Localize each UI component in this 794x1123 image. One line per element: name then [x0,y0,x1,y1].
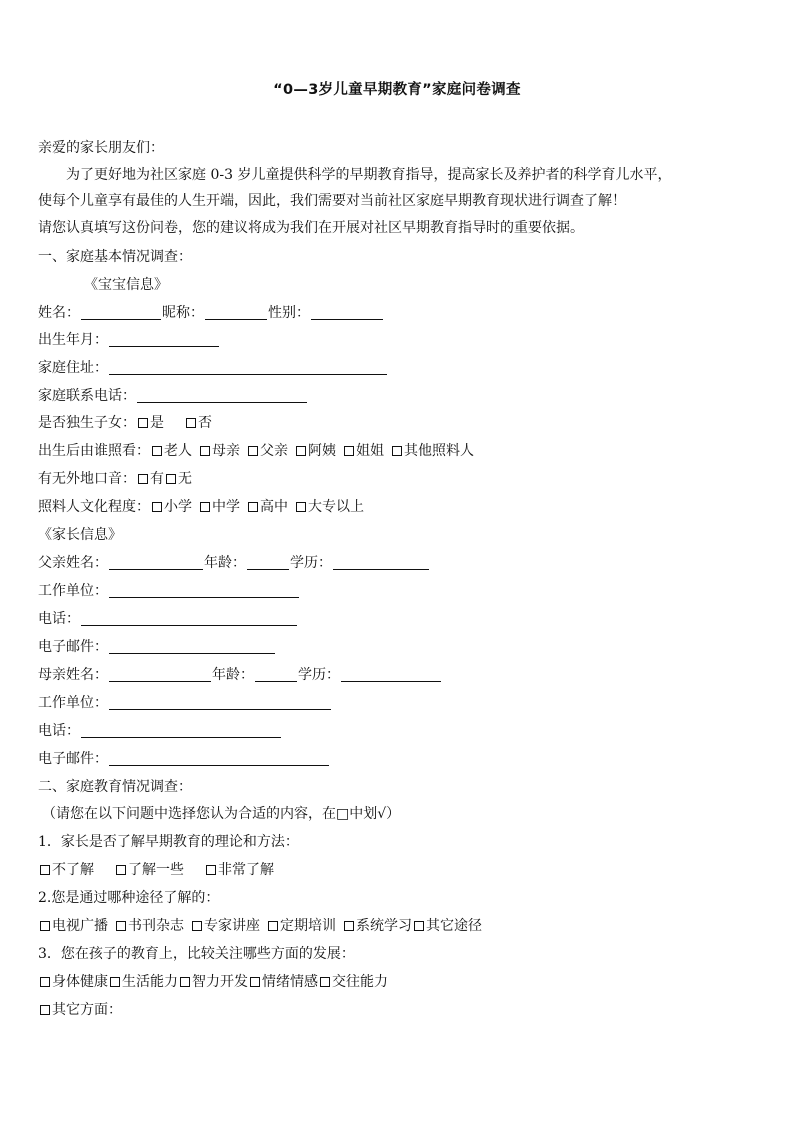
father-phone-row [38,610,298,628]
checkbox-q2-lecture[interactable] [192,921,202,931]
option-accent-no: 无 [178,471,192,487]
checkbox-elder[interactable] [152,446,162,456]
baby-name-field[interactable] [81,305,161,320]
only-child-label: 是否独生子女： [38,415,136,431]
birth-row [38,331,220,349]
father-name-label: 父亲姓名： [38,555,108,571]
checkbox-q2-books[interactable] [116,921,126,931]
option-q2-other: 其它途径 [426,918,482,934]
checkbox-primary[interactable] [152,502,162,512]
option-q1-some: 了解一些 [128,862,184,878]
mother-degree-field[interactable] [341,667,441,682]
checkbox-q2-study[interactable] [344,921,354,931]
family-phone-row [38,387,308,405]
father-email-label: 电子邮件： [38,639,108,655]
checkbox-college[interactable] [296,502,306,512]
address-field[interactable] [109,360,387,375]
mother-name-row [38,666,442,684]
mother-degree-label: 学历： [298,667,340,683]
checkbox-father[interactable] [248,446,258,456]
checkbox-q2-other[interactable] [414,921,424,931]
option-q3-other: 其它方面： [52,1002,122,1018]
option-sister: 姐姐 [356,443,384,459]
option-mother: 母亲 [212,443,240,459]
mother-email-field[interactable] [109,751,329,766]
father-work-field[interactable] [109,583,299,598]
section-1-heading: 一、家庭基本情况调查： [38,249,192,265]
father-email-row [38,638,276,656]
caregiver-education-row [38,498,370,516]
father-name-row [38,554,430,572]
checkbox-q3-intelligence[interactable] [180,977,190,987]
mother-phone-row [38,722,282,740]
option-other-caregiver: 其他照料人 [404,443,474,459]
mother-age-field[interactable] [255,667,297,682]
checkbox-q1-some[interactable] [116,865,126,875]
birth-field[interactable] [109,332,219,347]
question-3-options [38,973,388,991]
checkbox-q1-none[interactable] [40,865,50,875]
checkbox-high[interactable] [248,502,258,512]
checkbox-q3-social[interactable] [320,977,330,987]
father-degree-label: 学历： [290,555,332,571]
father-age-field[interactable] [247,555,289,570]
option-father: 父亲 [260,443,288,459]
checkbox-q2-tv[interactable] [40,921,50,931]
instruction: （请您在以下问题中选择您认为合适的内容，在□中划√） [42,806,401,822]
mother-age-label: 年龄： [212,667,254,683]
accent-label: 有无外地口音： [38,471,136,487]
option-q2-books: 书刊杂志 [128,918,184,934]
caregiver-education-label: 照料人文化程度： [38,499,150,515]
option-no: 否 [198,415,212,431]
checkbox-mother[interactable] [200,446,210,456]
father-age-label: 年龄： [204,555,246,571]
checkbox-no[interactable] [186,418,196,428]
intro-line-1: 为了更好地为社区家庭 0-3 岁儿童提供科学的早期教育指导，提高家长及养护者的科学育儿水平， [66,167,672,183]
baby-nickname-field[interactable] [205,305,267,320]
option-primary: 小学 [164,499,192,515]
question-2: 2.您是通过哪种途径了解的： [38,890,220,906]
option-q3-health: 身体健康 [52,974,108,990]
mother-phone-label: 电话： [38,723,80,739]
mother-work-field[interactable] [109,695,331,710]
checkbox-middle[interactable] [200,502,210,512]
baby-name-label: 姓名： [38,305,80,321]
father-work-row [38,582,300,600]
option-q2-study: 系统学习 [356,918,412,934]
mother-email-label: 电子邮件： [38,751,108,767]
address-row [38,359,388,377]
caregiver-row [38,442,480,460]
intro-line-2: 使每个儿童享有最佳的人生开端，因此，我们需要对当前社区家庭早期教育现状进行调查了解！ [38,193,626,209]
mother-work-row [38,694,332,712]
option-college: 大专以上 [308,499,364,515]
option-q3-life-skills: 生活能力 [122,974,178,990]
mother-name-label: 母亲姓名： [38,667,108,683]
option-q1-none: 不了解 [52,862,94,878]
question-2-options [38,917,482,935]
father-phone-field[interactable] [81,611,297,626]
question-3-other-row [38,1001,122,1019]
family-phone-label: 家庭联系电话： [38,388,136,404]
checkbox-q1-very[interactable] [206,865,216,875]
option-high: 高中 [260,499,288,515]
caregiver-label: 出生后由谁照看： [38,443,150,459]
mother-phone-field[interactable] [81,723,281,738]
father-name-field[interactable] [109,555,203,570]
father-phone-label: 电话： [38,611,80,627]
option-auntie: 阿姨 [308,443,336,459]
checkbox-q3-other[interactable] [40,1005,50,1015]
option-q1-very: 非常了解 [218,862,274,878]
baby-gender-label: 性别： [268,305,310,321]
question-1: 1．家长是否了解早期教育的理论和方法： [38,834,299,850]
father-degree-field[interactable] [333,555,429,570]
baby-info-header: 《宝宝信息》 [84,277,168,293]
intro-line-3: 请您认真填写这份问卷，您的建议将成为我们在开展对社区早期教育指导时的重要依据。 [38,220,584,236]
father-email-field[interactable] [109,639,275,654]
checkbox-sister[interactable] [344,446,354,456]
mother-work-label: 工作单位： [38,695,108,711]
baby-name-row [38,304,384,322]
question-3: 3．您在孩子的教育上，比较关注哪些方面的发展： [38,946,355,962]
only-child-row [38,414,218,432]
option-yes: 是 [150,415,164,431]
address-label: 家庭住址： [38,360,108,376]
section-2-heading: 二、家庭教育情况调查： [38,779,192,795]
checkbox-q3-emotion[interactable] [250,977,260,987]
father-work-label: 工作单位： [38,583,108,599]
checkbox-q3-life-skills[interactable] [110,977,120,987]
checkbox-other-caregiver[interactable] [392,446,402,456]
baby-nickname-label: 昵称： [162,305,204,321]
option-q2-lecture: 专家讲座 [204,918,260,934]
option-q2-tv: 电视广播 [52,918,108,934]
checkbox-q2-training[interactable] [268,921,278,931]
checkbox-accent-no[interactable] [166,474,176,484]
checkbox-auntie[interactable] [296,446,306,456]
accent-row [38,470,192,488]
checkbox-accent-yes[interactable] [138,474,148,484]
option-accent-yes: 有 [150,471,164,487]
mother-name-field[interactable] [109,667,211,682]
option-middle: 中学 [212,499,240,515]
checkbox-yes[interactable] [138,418,148,428]
greeting: 亲爱的家长朋友们： [38,140,164,156]
family-phone-field[interactable] [137,388,307,403]
option-q3-social: 交往能力 [332,974,388,990]
birth-label: 出生年月： [38,332,108,348]
option-elder: 老人 [164,443,192,459]
parent-info-header: 《家长信息》 [38,527,122,543]
question-1-options [38,861,280,879]
baby-gender-field[interactable] [311,305,383,320]
option-q3-emotion: 情绪情感 [262,974,318,990]
page-title: “0—3岁儿童早期教育”家庭问卷调查 [273,82,521,98]
checkbox-q3-health[interactable] [40,977,50,987]
mother-email-row [38,750,330,768]
option-q2-training: 定期培训 [280,918,336,934]
option-q3-intelligence: 智力开发 [192,974,248,990]
